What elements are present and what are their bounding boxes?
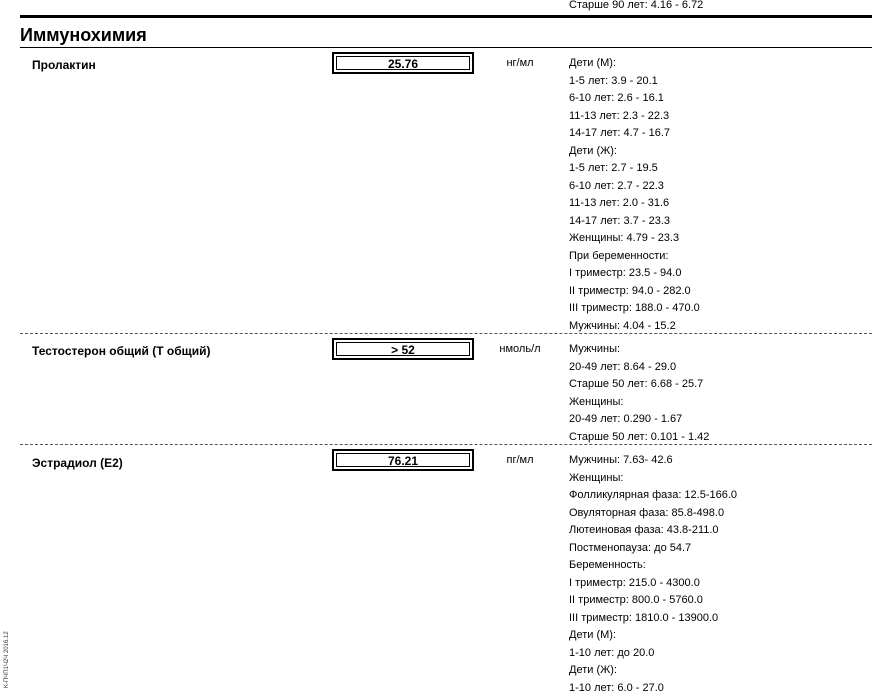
reference-line: Старше 50 лет: 0.101 - 1.42 xyxy=(569,430,710,443)
result-value: > 52 xyxy=(336,342,470,356)
reference-line: Старше 50 лет: 6.68 - 25.7 xyxy=(569,378,704,390)
reference-line: Лютеиновая фаза: 43.8-211.0 xyxy=(569,524,719,536)
reference-line: Овуляторная фаза: 85.8-498.0 xyxy=(569,506,725,519)
reference-line: Дети (Ж): xyxy=(569,664,617,676)
reference-line: I триместр: 23.5 - 94.0 xyxy=(569,267,682,279)
result-box xyxy=(332,449,474,471)
reference-line: III триместр: 188.0 - 470.0 xyxy=(569,302,700,314)
reference-line: При беременности: xyxy=(569,249,669,262)
reference-line: Мужчины: xyxy=(569,343,621,355)
reference-line: Фолликулярная фаза: 12.5-166.0 xyxy=(569,489,738,501)
reference-line: 1-5 лет: 2.7 - 19.5 xyxy=(569,162,658,174)
reference-line: Беременность: xyxy=(569,559,646,571)
result-box xyxy=(332,52,474,74)
reference-line: 14-17 лет: 3.7 - 23.3 xyxy=(569,214,670,227)
result-box xyxy=(332,338,474,360)
reference-line: Женщины: xyxy=(569,395,624,408)
reference-line: Мужчины: 4.04 - 15.2 xyxy=(569,319,676,332)
unit: нг/мл xyxy=(506,57,534,69)
test-name: Эстрадиол (Е2) xyxy=(32,456,123,470)
row-divider xyxy=(20,444,872,445)
reference-line: I триместр: 215.0 - 4300.0 xyxy=(569,576,700,589)
reference-line: 11-13 лет: 2.0 - 31.6 xyxy=(569,197,670,209)
test-name: Тестостерон общий (Т общий) xyxy=(32,344,211,358)
unit: пг/мл xyxy=(506,454,534,466)
unit: нмоль/л xyxy=(499,343,541,355)
reference-line: Дети (М): xyxy=(569,629,616,641)
reference-line: II триместр: 94.0 - 282.0 xyxy=(569,284,691,297)
reference-ranges xyxy=(569,55,700,335)
section-bottom-rule xyxy=(20,47,872,48)
section-title: Иммунохимия xyxy=(20,25,147,45)
reference-line: II триместр: 800.0 - 5760.0 xyxy=(569,594,703,606)
result-value: 25.76 xyxy=(336,56,470,70)
reference-line: Мужчины: 7.63- 42.6 xyxy=(569,454,673,466)
reference-line: Дети (Ж): xyxy=(569,144,617,157)
reference-line: Женщины: xyxy=(569,471,624,484)
reference-line: 6-10 лет: 2.6 - 16.1 xyxy=(569,92,664,104)
reference-line: 1-10 лет: до 20.0 xyxy=(569,646,655,659)
reference-line: 1-10 лет: 6.0 - 27.0 xyxy=(569,681,664,694)
reference-ranges xyxy=(569,341,709,446)
reference-line: 20-49 лет: 0.290 - 1.67 xyxy=(569,413,683,425)
test-name: Пролактин xyxy=(32,58,96,72)
reference-line: Постменопауза: до 54.7 xyxy=(569,541,692,554)
reference-line: 6-10 лет: 2.7 - 22.3 xyxy=(569,179,664,192)
section-top-rule xyxy=(20,15,872,18)
reference-line: 20-49 лет: 8.64 - 29.0 xyxy=(569,360,677,373)
reference-line: III триместр: 1810.0 - 13900.0 xyxy=(569,611,719,624)
reference-line: Дети (М): xyxy=(569,57,616,69)
side-print-stamp: K-ПЧП1Ч2Ч 2016.12 xyxy=(4,631,10,688)
row-divider xyxy=(20,333,872,334)
reference-ranges xyxy=(569,452,737,697)
reference-line: 11-13 лет: 2.3 - 22.3 xyxy=(569,109,670,122)
result-value: 76.21 xyxy=(336,453,470,467)
reference-line: 1-5 лет: 3.9 - 20.1 xyxy=(569,74,658,87)
reference-line: 14-17 лет: 4.7 - 16.7 xyxy=(569,127,670,139)
previous-reference-line: Старше 90 лет: 4.16 - 6.72 xyxy=(569,0,704,11)
reference-line: Женщины: 4.79 - 23.3 xyxy=(569,232,680,244)
